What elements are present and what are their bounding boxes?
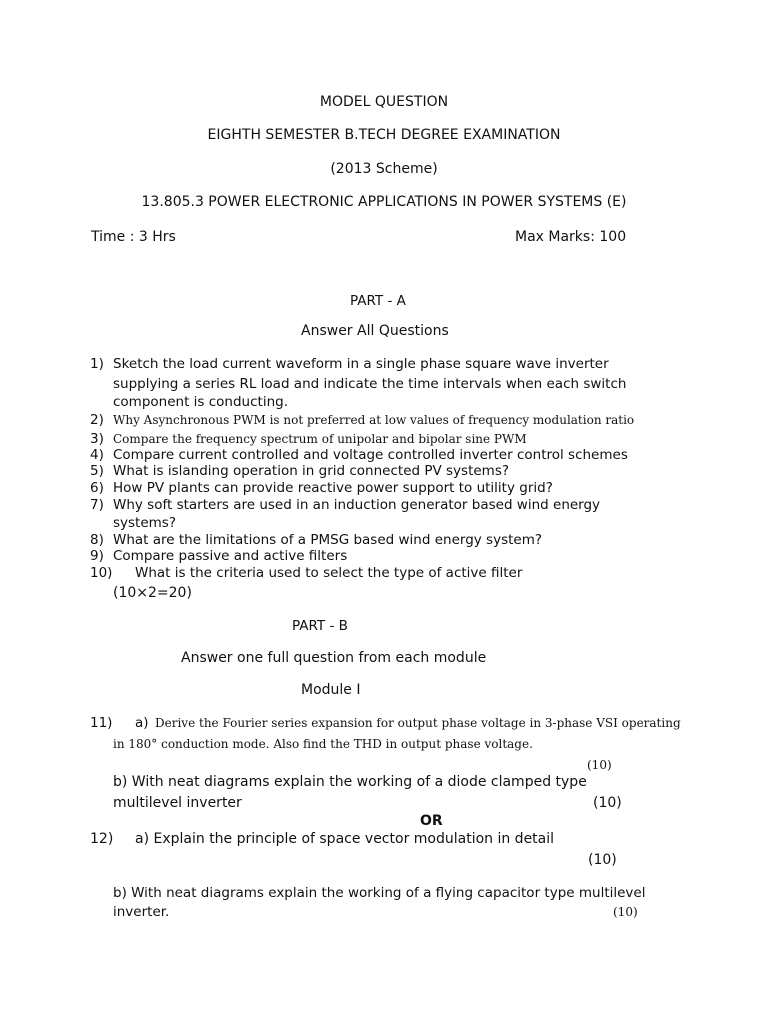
question-text: component is conducting. — [113, 394, 288, 410]
question-number: 6) — [90, 480, 104, 496]
part-a-marks: (10×2=20) — [113, 585, 192, 601]
question-text: What is the criteria used to select the type of active filter — [135, 565, 523, 581]
question-text: What are the limitations of a PMSG based wind energy system? — [113, 532, 543, 548]
doc-title: MODEL QUESTION — [319, 94, 449, 110]
scheme: (2013 Scheme) — [330, 161, 438, 177]
question-text: Why Asynchronous PWM is not preferred at low values of frequency modulation ratio — [113, 413, 635, 427]
question-text: b) With neat diagrams explain the working of a diode clamped type — [113, 774, 587, 790]
question-text: inverter. — [113, 904, 170, 920]
question-text: Compare the frequency spectrum of unipolar and bipolar sine PWM — [113, 432, 527, 446]
question-number: 12) — [90, 831, 114, 847]
question-number: 4) — [90, 447, 104, 463]
max-marks: Max Marks: 100 — [515, 229, 627, 245]
question-number: 5) — [90, 463, 104, 479]
time-label: Time : 3 Hrs — [91, 229, 176, 245]
question-text: Why soft starters are used in an induction generator based wind energy — [113, 497, 601, 513]
part-b-heading: PART - B — [292, 618, 348, 634]
question-text: What is islanding operation in grid connected PV systems? — [113, 463, 510, 479]
question-text: Derive the Fourier series expansion for output phase voltage in 3-phase VSI operating — [155, 716, 681, 730]
part-b-instruction: Answer one full question from each module — [181, 650, 487, 666]
question-marks: (10) — [593, 795, 622, 811]
question-text: multilevel inverter — [113, 795, 242, 811]
question-marks: (10) — [588, 852, 617, 868]
module-heading: Module I — [301, 682, 361, 698]
question-text: Sketch the load current waveform in a single phase square wave inverter — [113, 356, 609, 372]
question-number: 1) — [90, 356, 104, 372]
question-text: systems? — [113, 515, 177, 531]
question-text: supplying a series RL load and indicate the time intervals when each switch — [113, 376, 627, 392]
question-text: Compare current controlled and voltage controlled inverter control schemes — [113, 447, 628, 463]
question-number: 11) — [90, 715, 113, 731]
question-marks: (10) — [613, 905, 638, 919]
question-marks: (10) — [587, 758, 612, 772]
question-text: How PV plants can provide reactive power support to utility grid? — [113, 480, 553, 496]
or-separator: OR — [420, 813, 443, 829]
course-title: 13.805.3 POWER ELECTRONIC APPLICATIONS IN POWER SYSTEMS (E) — [141, 194, 627, 210]
exam-name: EIGHTH SEMESTER B.TECH DEGREE EXAMINATION — [207, 127, 561, 143]
question-text: in 180° conduction mode. Also find the THD in output phase voltage. — [113, 737, 533, 751]
question-number: 10) — [90, 565, 113, 581]
question-number: 2) — [90, 412, 104, 428]
question-number: 8) — [90, 532, 104, 548]
question-number: 9) — [90, 548, 104, 564]
part-a-heading: PART - A — [350, 293, 406, 309]
part-a-instruction: Answer All Questions — [301, 323, 449, 339]
question-number: 7) — [90, 497, 104, 513]
question-number: 3) — [90, 431, 104, 447]
subquestion-label: a) — [135, 715, 149, 731]
question-text: a) Explain the principle of space vector modulation in detail — [135, 831, 555, 847]
question-text: Compare passive and active filters — [113, 548, 348, 564]
question-text: b) With neat diagrams explain the working of a flying capacitor type multilevel — [113, 885, 646, 901]
